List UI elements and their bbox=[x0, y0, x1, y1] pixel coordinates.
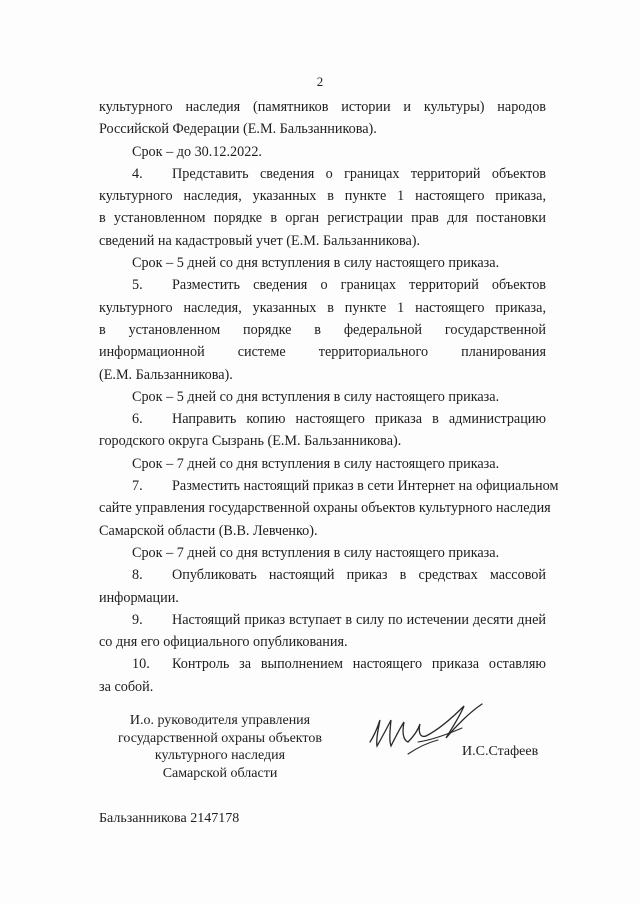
order-body bbox=[99, 96, 559, 698]
deadline-line: Срок – 5 дней со дня вступления в силу настоящего приказа. bbox=[132, 255, 500, 272]
deadline-line: Срок – 5 дней со дня вступления в силу настоящего приказа. bbox=[132, 388, 500, 405]
item-5 bbox=[99, 274, 546, 296]
text-line: информации. bbox=[99, 589, 179, 606]
item-10 bbox=[99, 653, 546, 675]
text-line: со дня его официального опубликования. bbox=[99, 634, 348, 651]
signer-name: И.С.Стафеев bbox=[462, 744, 539, 759]
text-line: культурного наследия, указанных в пункте 1 настоящего приказа, bbox=[99, 299, 546, 316]
text-line: Российской Федерации (Е.М. Бальзанникова). bbox=[99, 121, 377, 138]
item-text: Контроль за выполнением настоящего приказа оставляю bbox=[172, 656, 546, 673]
text-line: в установленном порядке в федеральной государственной bbox=[99, 321, 546, 338]
item-number: 9. bbox=[132, 611, 143, 628]
item-number: 8. bbox=[132, 567, 143, 584]
text-line: городского округа Сызрань (Е.М. Бальзанникова). bbox=[99, 433, 402, 450]
item-7 bbox=[99, 475, 559, 497]
text-line: (Е.М. Бальзанникова). bbox=[99, 366, 233, 383]
item-text: Направить копию настоящего приказа в администрацию bbox=[172, 411, 546, 428]
item-number: 5. bbox=[132, 277, 143, 294]
item-number: 10. bbox=[132, 656, 150, 673]
text-line: информационной системе территориального планирования bbox=[99, 344, 546, 361]
text-line: в установленном порядке в орган регистрации прав для постановки bbox=[99, 210, 546, 227]
text-line: Самарской области (В.В. Левченко). bbox=[99, 522, 318, 539]
signatory-title-line: Самарской области bbox=[162, 765, 278, 781]
signatory-title-line: И.о. руководителя управления bbox=[129, 713, 311, 728]
deadline-line: Срок – 7 дней со дня вступления в силу настоящего приказа. bbox=[132, 455, 500, 472]
text-line: сайте управления государственной охраны объектов культурного наследия bbox=[99, 500, 551, 517]
item-text: Разместить настоящий приказ в сети Интернет на официальном bbox=[172, 478, 559, 495]
deadline-line: Срок – до 30.12.2022. bbox=[132, 143, 262, 160]
deadline-line: Срок – 7 дней со дня вступления в силу настоящего приказа. bbox=[132, 544, 500, 561]
item-4 bbox=[99, 163, 546, 185]
item-text: Разместить сведения о границах территорий объектов bbox=[172, 277, 546, 294]
item-text: Представить сведения о границах территорий объектов bbox=[172, 165, 546, 182]
signatory-title-line: культурного наследия bbox=[154, 748, 286, 763]
item-9 bbox=[99, 609, 546, 631]
signatory-title-line: государственной охраны объектов bbox=[118, 730, 322, 746]
signatory-title bbox=[108, 712, 332, 782]
text-line: сведений на кадастровый учет (Е.М. Бальзанникова). bbox=[99, 232, 421, 249]
item-8 bbox=[99, 564, 546, 586]
item-text: Опубликовать настоящий приказ в средствах массовой bbox=[172, 567, 546, 584]
executor-contact: Бальзанникова 2147178 bbox=[99, 811, 240, 826]
text-line: культурного наследия, указанных в пункте 1 настоящего приказа, bbox=[99, 188, 546, 205]
text-line: за собой. bbox=[99, 678, 154, 695]
item-number: 7. bbox=[132, 478, 143, 495]
text-line: культурного наследия (памятников истории и культуры) народов bbox=[99, 99, 546, 115]
item-number: 4. bbox=[132, 165, 143, 182]
item-6 bbox=[99, 408, 546, 430]
item-text: Настоящий приказ вступает в силу по истечении десяти дней bbox=[172, 611, 546, 628]
item-number: 6. bbox=[132, 411, 143, 428]
page-number: 2 bbox=[316, 74, 324, 89]
